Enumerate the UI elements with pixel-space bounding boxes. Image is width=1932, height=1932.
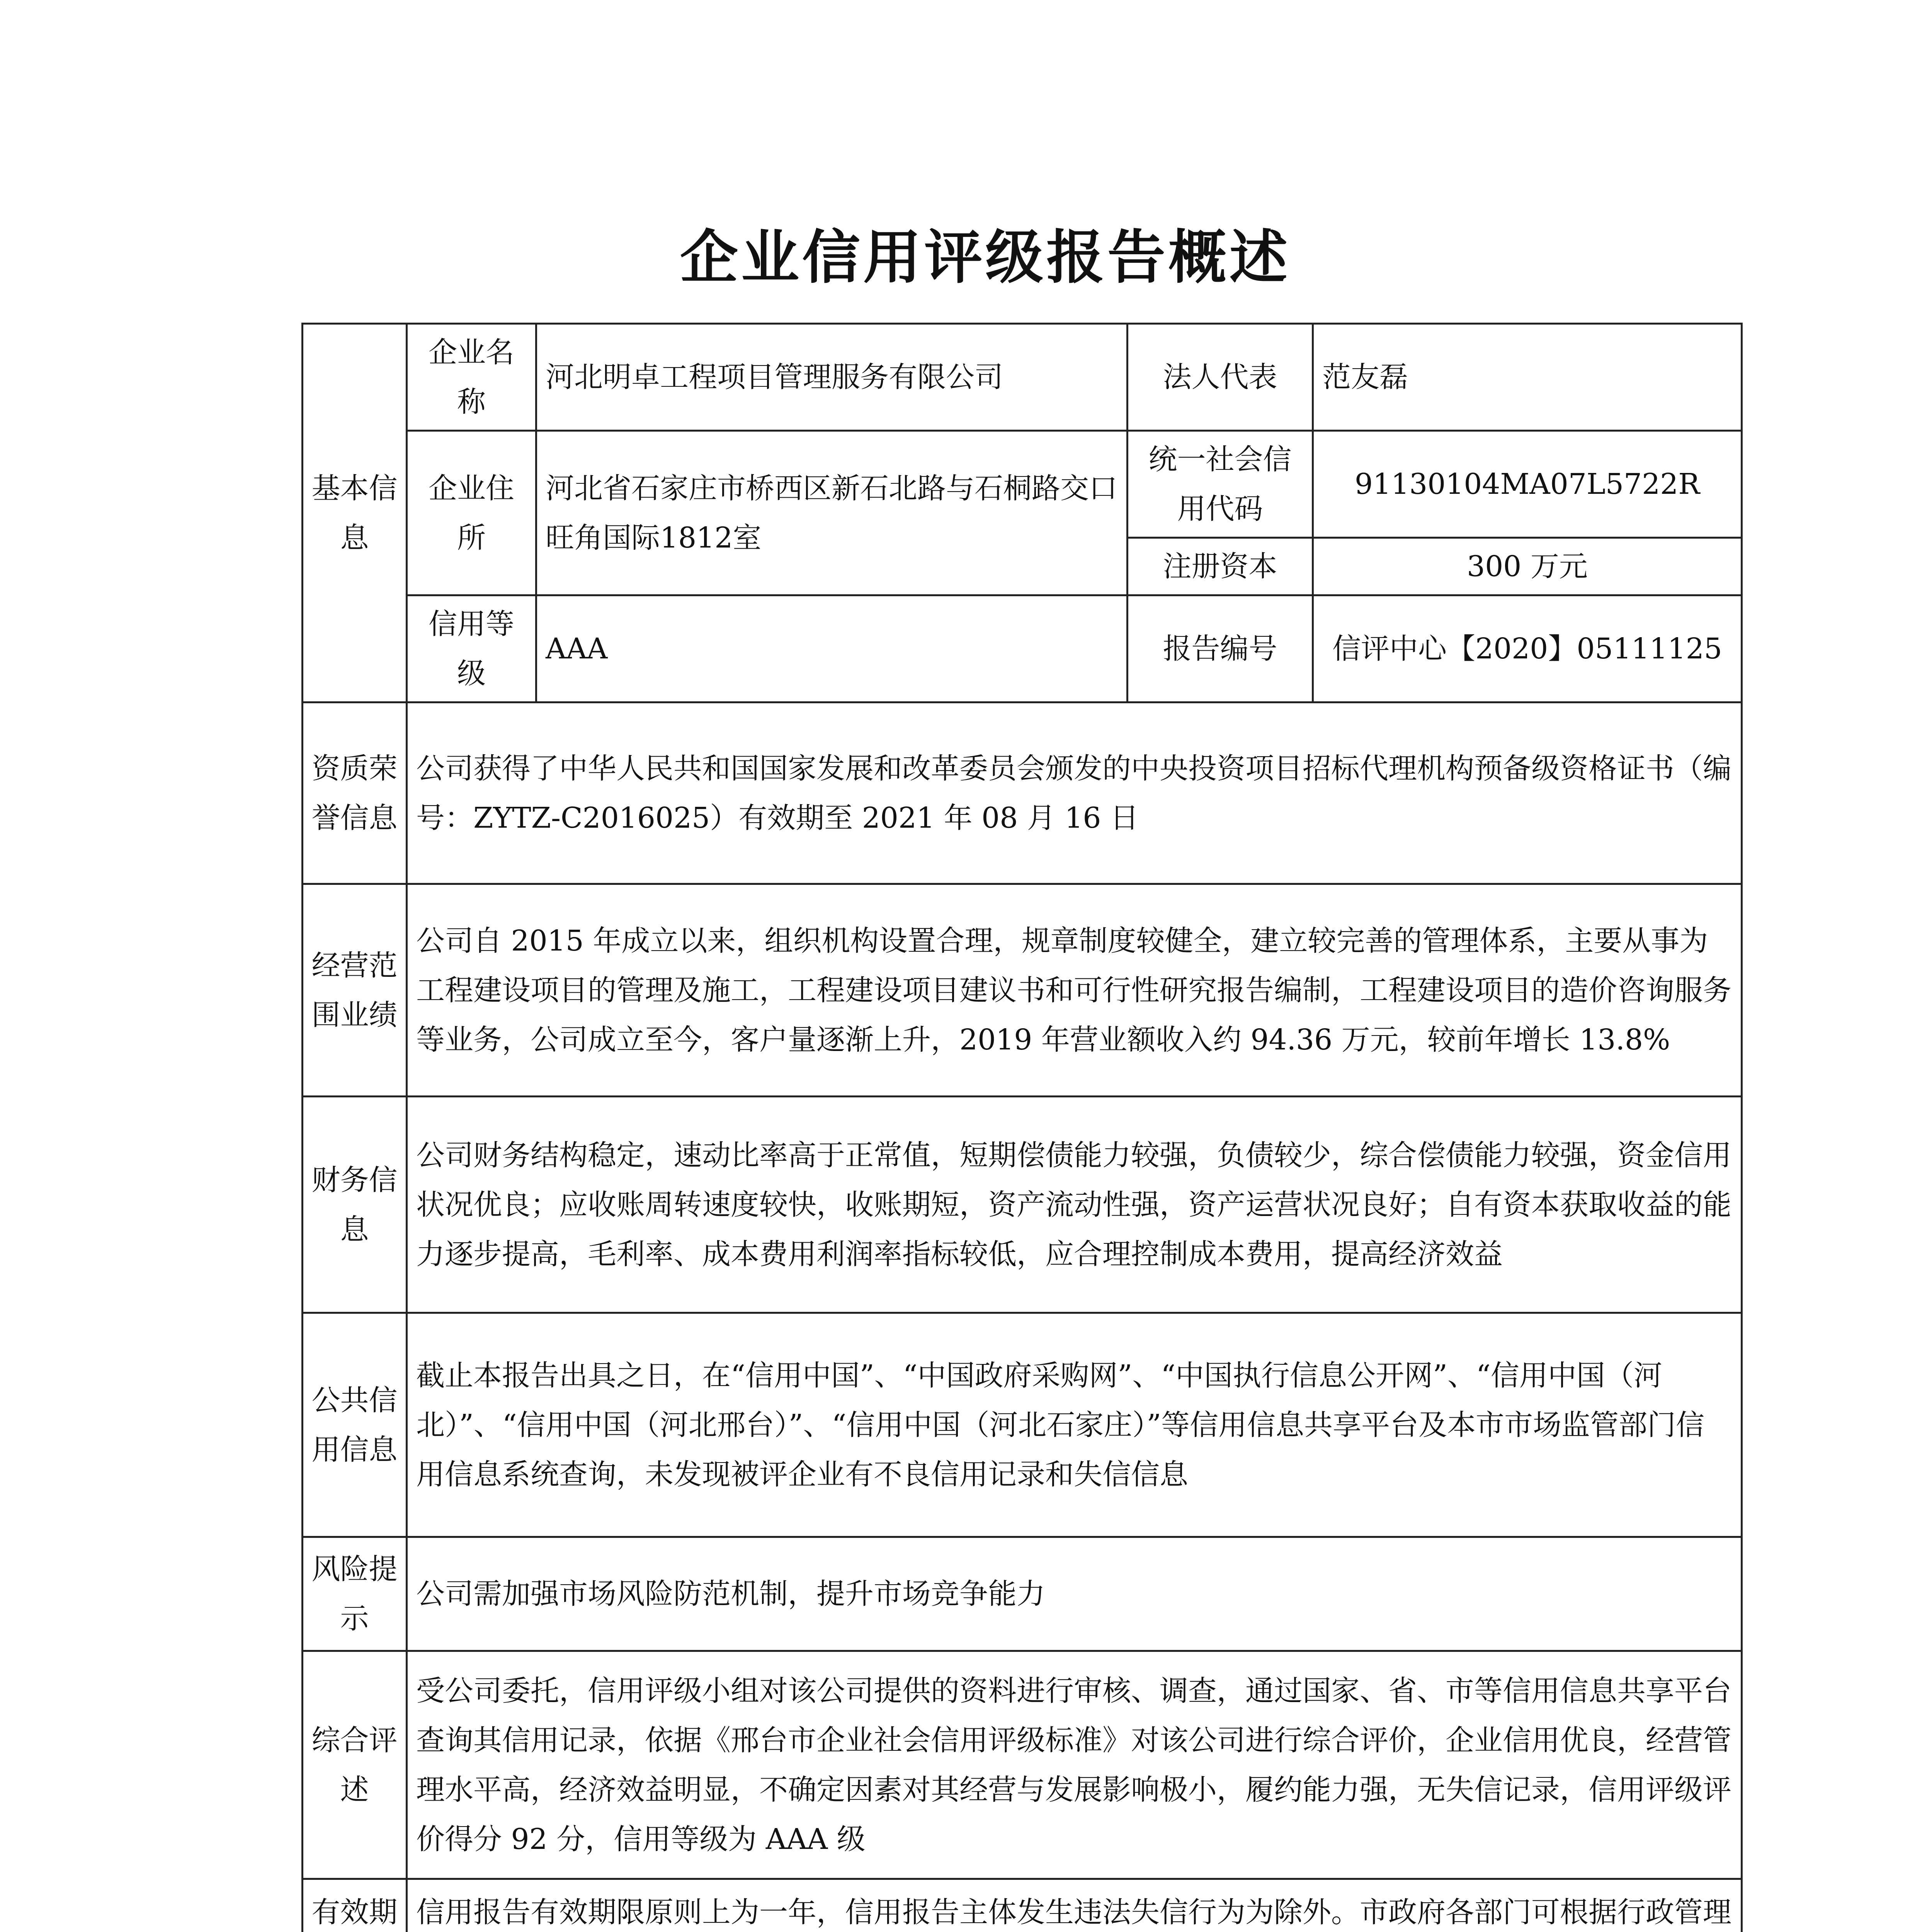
basic-info-section-title: 基本信息 bbox=[303, 324, 407, 702]
section-content: 公司自 2015 年成立以来，组织机构设置合理，规章制度较健全，建立较完善的管理体系，主要从事为工程建设项目的管理及施工，工程建设项目建议书和可行性研究报告编制，工程建设项目的造价咨询服务等业务，公司成立至今，客户量逐渐上升，2019 年营业额收入约 94.36 万元，较前年增长 13.8% bbox=[407, 884, 1742, 1097]
page-title: 企业信用评级报告概述 bbox=[680, 224, 1291, 291]
address-value: 河北省石家庄市桥西区新石北路与石桐路交口旺角国际1812室 bbox=[536, 431, 1128, 595]
section-title: 综合评述 bbox=[303, 1651, 407, 1879]
section-title: 风险提示 bbox=[303, 1537, 407, 1651]
section-content: 截止本报告出具之日，在“信用中国”、“中国政府采购网”、“中国执行信息公开网”、“信用中国（河北）”、“信用中国（河北邢台）”、“信用中国（河北石家庄）”等信用信息共享平台及本市市场监管部门信用信息系统查询，未发现被评企业有不良信用记录和失信信息 bbox=[407, 1313, 1742, 1537]
section-title: 资质荣誉信息 bbox=[303, 702, 407, 884]
section-title: 经营范围业绩 bbox=[303, 884, 407, 1097]
rating-value: AAA bbox=[536, 595, 1128, 702]
credit-code-value: 91130104MA07L5722R bbox=[1313, 431, 1742, 538]
report-table bbox=[301, 323, 1741, 1932]
report-no-value: 信评中心【2020】05111125 bbox=[1313, 595, 1742, 702]
rating-label: 信用等级 bbox=[407, 595, 536, 702]
company-name-value: 河北明卓工程项目管理服务有限公司 bbox=[536, 324, 1128, 431]
section-title: 财务信息 bbox=[303, 1097, 407, 1313]
section-content: 公司获得了中华人民共和国国家发展和改革委员会颁发的中央投资项目招标代理机构预备级资格证书（编号：ZYTZ-C2016025）有效期至 2021 年 08 月 16 日 bbox=[407, 702, 1742, 884]
section-title: 有效期 bbox=[303, 1879, 407, 1932]
capital-label: 注册资本 bbox=[1128, 538, 1313, 595]
section-content: 公司需加强市场风险防范机制，提升市场竞争能力 bbox=[407, 1537, 1742, 1651]
section-title: 公共信用信息 bbox=[303, 1313, 407, 1537]
credit-code-label: 统一社会信用代码 bbox=[1128, 431, 1313, 538]
section-content: 信用报告有效期限原则上为一年，信用报告主体发生违法失信行为为除外。市政府各部门可根据行政管理 bbox=[407, 1879, 1742, 1932]
address-label: 企业住所 bbox=[407, 431, 536, 595]
capital-value: 300 万元 bbox=[1313, 538, 1742, 595]
legal-rep-value: 范友磊 bbox=[1313, 324, 1742, 431]
company-name-label: 企业名称 bbox=[407, 324, 536, 431]
section-content: 公司财务结构稳定，速动比率高于正常值，短期偿债能力较强，负债较少，综合偿债能力较强，资金信用状况优良；应收账周转速度较快，收账期短，资产流动性强，资产运营状况良好；自有资本获取收益的能力逐步提高，毛利率、成本费用利润率指标较低，应合理控制成本费用，提高经济效益 bbox=[407, 1097, 1742, 1313]
section-content: 受公司委托，信用评级小组对该公司提供的资料进行审核、调查，通过国家、省、市等信用信息共享平台查询其信用记录，依据《邢台市企业社会信用评级标准》对该公司进行综合评价，企业信用优良，经营管理水平高，经济效益明显，不确定因素对其经营与发展影响极小，履约能力强，无失信记录，信用评级评价得分 92 分，信用等级为 AAA 级 bbox=[407, 1651, 1742, 1879]
report-no-label: 报告编号 bbox=[1128, 595, 1313, 702]
legal-rep-label: 法人代表 bbox=[1128, 324, 1313, 431]
